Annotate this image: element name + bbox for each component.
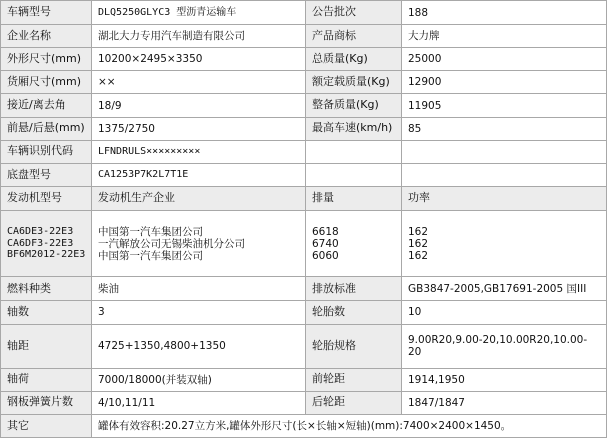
value-max-speed: 85: [402, 117, 607, 140]
label-curb-mass: 整备质量(Kg): [306, 94, 402, 117]
label-tire-spec: 轮胎规格: [306, 324, 402, 368]
engine-displacements-cell: [306, 211, 402, 277]
row-vin: [1, 140, 607, 163]
row-angles: [1, 94, 607, 117]
row-fuel: [1, 277, 607, 301]
label-vin: 车辆识别代码: [1, 140, 92, 163]
value-rear-track: 1847/1847: [402, 391, 607, 414]
label-overall-dimensions: 外形尺寸(mm): [1, 48, 92, 71]
row-dimensions: [1, 48, 607, 71]
label-company-name: 企业名称: [1, 25, 92, 48]
value-rated-load: 12900: [402, 71, 607, 94]
engine-displacement: 6060: [312, 249, 339, 262]
value-cargo-dimensions: ××: [92, 71, 306, 94]
engine-makers-cell: [92, 211, 306, 277]
empty-cell: [402, 140, 607, 163]
value-leaf-spring-count: 4/10,11/11: [92, 391, 306, 414]
engine-maker: 中国第一汽车集团公司: [98, 225, 203, 238]
value-axle-count: 3: [92, 301, 306, 324]
value-product-brand: 大力牌: [402, 25, 607, 48]
header-power: 功率: [402, 186, 607, 210]
row-cargo: [1, 71, 607, 94]
value-emission-standard: GB3847-2005,GB17691-2005 国III: [402, 277, 607, 301]
value-announcement-batch: 188: [402, 1, 607, 25]
label-announcement-batch: 公告批次: [306, 1, 402, 25]
header-engine-maker: 发动机生产企业: [92, 186, 306, 210]
row-other: [1, 414, 607, 437]
label-cargo-dimensions: 货厢尺寸(mm): [1, 71, 92, 94]
value-tire-count: 10: [402, 301, 607, 324]
label-axle-count: 轴数: [1, 301, 92, 324]
value-wheelbase: 4725+1350,4800+1350: [92, 324, 306, 368]
label-approach-departure-angle: 接近/离去角: [1, 94, 92, 117]
value-other: 罐体有效容积:20.27立方米,罐体外形尺寸(长×长轴×短轴)(mm):7400×2400×1450。: [92, 414, 607, 437]
engine-displacement: 6618: [312, 225, 339, 238]
label-chassis-model: 底盘型号: [1, 163, 92, 186]
label-product-brand: 产品商标: [306, 25, 402, 48]
row-axles: [1, 301, 607, 324]
engine-maker: 一汽解放公司无锡柴油机分公司: [98, 237, 245, 250]
engine-model: BF6M2012-22E3: [7, 249, 86, 261]
value-axle-load: 7000/18000(并装双轴): [92, 368, 306, 391]
value-approach-departure-angle: 18/9: [92, 94, 306, 117]
empty-cell: [402, 163, 607, 186]
value-chassis-model: CA1253P7K2L7T1E: [92, 163, 306, 186]
value-vehicle-model: DLQ5250GLYC3 型沥青运输车: [92, 1, 306, 25]
engine-powers-cell: [402, 211, 607, 277]
value-company-name: 湖北大力专用汽车制造有限公司: [92, 25, 306, 48]
value-front-track: 1914,1950: [402, 368, 607, 391]
engine-power: 162: [408, 225, 429, 238]
label-other: 其它: [1, 414, 92, 437]
label-total-mass: 总质量(Kg): [306, 48, 402, 71]
engine-model: CA6DE3-22E3: [7, 226, 74, 238]
label-front-rear-overhang: 前悬/后悬(mm): [1, 117, 92, 140]
row-springs: [1, 391, 607, 414]
tire-spec-line: 20: [408, 346, 422, 359]
row-chassis: [1, 163, 607, 186]
value-curb-mass: 11905: [402, 94, 607, 117]
value-tire-spec: [402, 324, 607, 368]
engine-model: CA6DF3-22E3: [7, 237, 74, 249]
empty-cell: [306, 140, 402, 163]
label-leaf-spring-count: 钢板弹簧片数: [1, 391, 92, 414]
value-fuel-type: 柴油: [92, 277, 306, 301]
engine-power: 162: [408, 249, 429, 262]
row-axle-load: [1, 368, 607, 391]
header-engine-model: 发动机型号: [1, 186, 92, 210]
row-company: [1, 25, 607, 48]
value-front-rear-overhang: 1375/2750: [92, 117, 306, 140]
label-rated-load: 额定载质量(Kg): [306, 71, 402, 94]
value-vin: LFNDRULS×××××××××: [92, 140, 306, 163]
engine-power: 162: [408, 237, 429, 250]
engine-models-cell: [1, 211, 92, 277]
row-engine-list: [1, 211, 607, 277]
engine-maker: 中国第一汽车集团公司: [98, 249, 203, 262]
label-wheelbase: 轴距: [1, 324, 92, 368]
label-axle-load: 轴荷: [1, 368, 92, 391]
row-wheelbase: [1, 324, 607, 368]
empty-cell: [306, 163, 402, 186]
label-emission-standard: 排放标准: [306, 277, 402, 301]
header-displacement: 排量: [306, 186, 402, 210]
value-overall-dimensions: 10200×2495×3350: [92, 48, 306, 71]
label-fuel-type: 燃料种类: [1, 277, 92, 301]
row-engine-header: [1, 186, 607, 210]
value-total-mass: 25000: [402, 48, 607, 71]
label-vehicle-model: 车辆型号: [1, 1, 92, 25]
label-rear-track: 后轮距: [306, 391, 402, 414]
engine-displacement: 6740: [312, 237, 339, 250]
row-model: [1, 1, 607, 25]
tire-spec-line: 9.00R20,9.00-20,10.00R20,10.00-: [408, 334, 588, 346]
label-tire-count: 轮胎数: [306, 301, 402, 324]
row-overhang: [1, 117, 607, 140]
label-max-speed: 最高车速(km/h): [306, 117, 402, 140]
label-front-track: 前轮距: [306, 368, 402, 391]
